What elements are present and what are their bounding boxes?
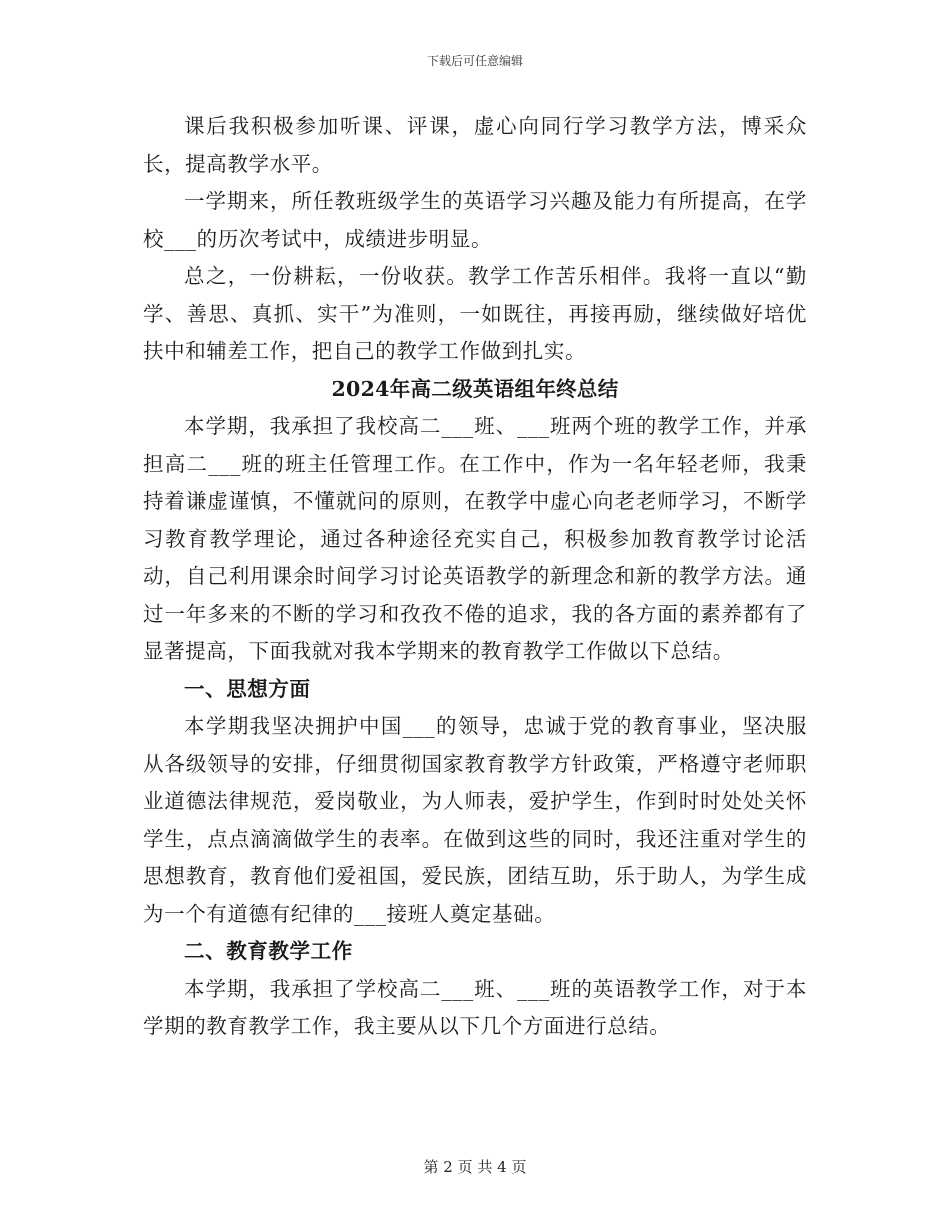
document-body: [143, 108, 807, 1046]
paragraph: 课后我积极参加听课、评课，虚心向同行学习教学方法，博采众长，提高教学水平。: [143, 114, 807, 176]
paragraph: 本学期，我承担了学校高二___班、___班的英语教学工作，对于本学期的教育教学工作，我主要从以下几个方面进行总结。: [143, 976, 807, 1038]
section-heading: 二、教育教学工作: [184, 939, 353, 963]
page-footer-number: 第 2 页 共 4 页: [423, 1158, 527, 1176]
paragraph: 总之，一份耕耘，一份收获。教学工作苦乐相伴。我将一直以“勤学、善思、真抓、实干”为准则，一如既往，再接再励，继续做好培优扶中和辅差工作，把自己的教学工作做到扎实。: [143, 264, 807, 363]
paragraph: 一学期来，所任教班级学生的英语学习兴趣及能力有所提高，在学校___的历次考试中，成绩进步明显。: [143, 189, 807, 251]
page-header-note: 下载后可任意编辑: [426, 54, 523, 68]
document-title: 2024年高二级英语组年终总结: [331, 376, 619, 401]
paragraph: 本学期，我承担了我校高二___班、___班两个班的教学工作，并承担高二___班的班主任管理工作。在工作中，作为一名年轻老师，我秉持着谦虚谨慎，不懂就问的原则，在教学中虚心向老老师学习，不断学习教育教学理论，通过各种途径充实自己，积极参加教育教学讨论活动，自己利用课余时间学习讨论英语教学的新理念和新的教学方法。通过一年多来的不断的学习和孜孜不倦的追求，我的各方面的素养都有了显著提高，下面我就对我本学期来的教育教学工作做以下总结。: [143, 414, 807, 663]
section-heading: 一、思想方面: [184, 676, 311, 701]
paragraph: 本学期我坚决拥护中国___的领导，忠诚于党的教育事业，坚决服从各级领导的安排，仔细贯彻国家教育教学方针政策，严格遵守老师职业道德法律规范，爱岗敬业，为人师表，爱护学生，作到时时处处关怀学生，点点滴滴做学生的表率。在做到这些的同时，我还注重对学生的思想教育，教育他们爱祖国，爱民族，团结互助，乐于助人，为学生成为一个有道德有纪律的___接班人奠定基础。: [143, 714, 807, 926]
